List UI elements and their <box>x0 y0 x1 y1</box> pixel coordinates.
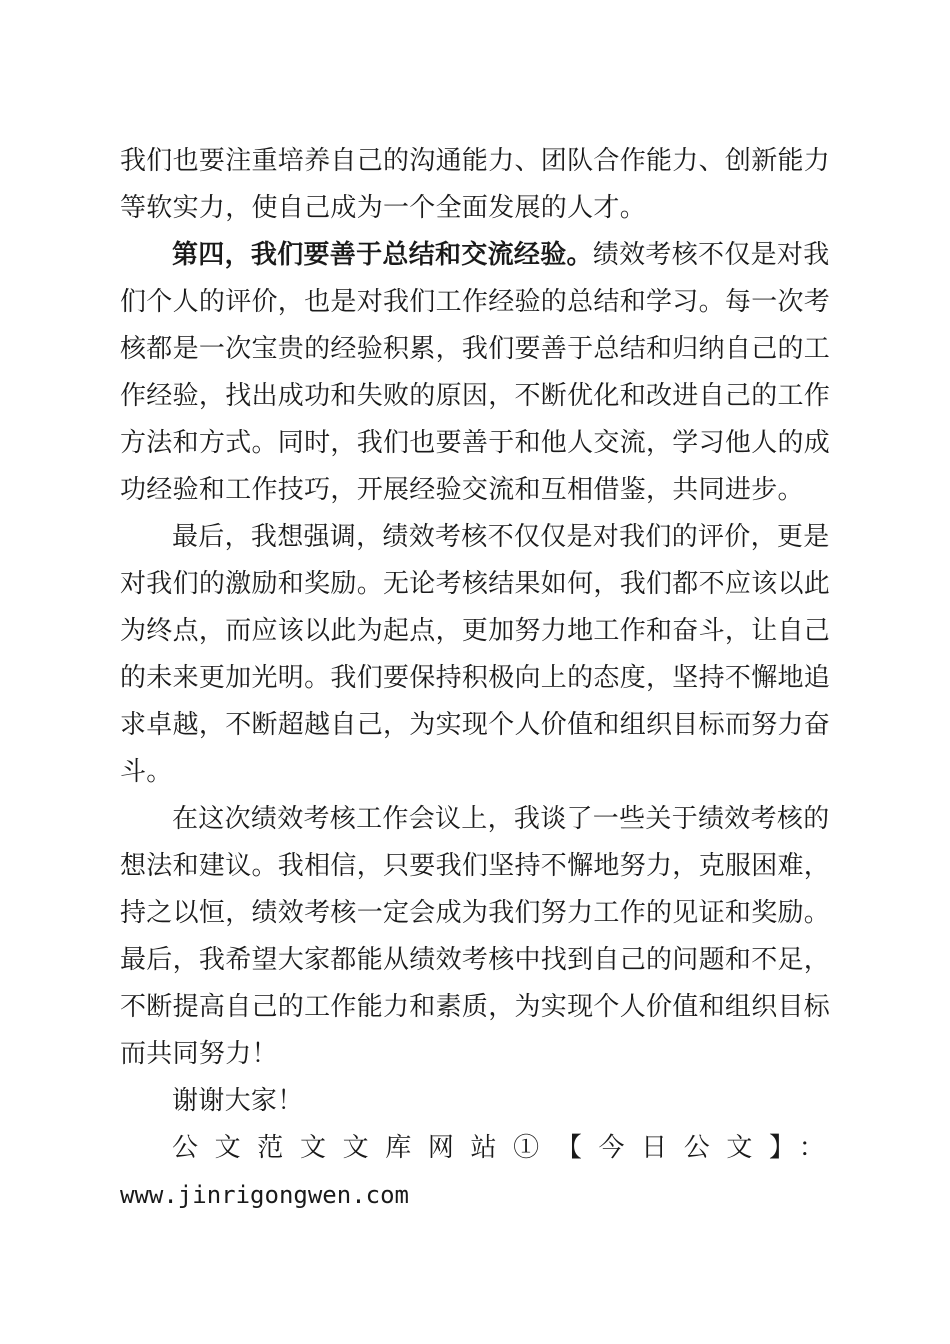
closing-line: 谢谢大家！ <box>172 1086 304 1116</box>
paragraph-line: 求卓越，不断超越自己，为实现个人价值和组织目标而努力奋 <box>120 710 831 740</box>
paragraph-lead-bold: 第四，我们要善于总结和交流经验。 <box>172 240 593 270</box>
paragraph-text: 绩效考核不仅是对我 <box>592 240 830 270</box>
paragraph-line: 核都是一次宝贵的经验积累，我们要善于总结和归纳自己的工 <box>120 334 831 364</box>
paragraph-line: 方法和方式。同时，我们也要善于和他人交流，学习他人的成 <box>120 428 831 458</box>
paragraph-line: 为终点，而应该以此为起点，更加努力地工作和奋斗，让自己 <box>120 616 831 646</box>
footer-label: 公文范文文库网站①【今日公文】： <box>172 1133 825 1163</box>
paragraph-line: 想法和建议。我相信，只要我们坚持不懈地努力，克服困难， <box>120 851 831 881</box>
paragraph-line: 在这次绩效考核工作会议上，我谈了一些关于绩效考核的 <box>172 804 830 834</box>
paragraph-line: 等软实力，使自己成为一个全面发展的人才。 <box>120 193 647 223</box>
paragraph-line: 的未来更加光明。我们要保持积极向上的态度，坚持不懈地追 <box>120 663 831 693</box>
paragraph-line: 们个人的评价，也是对我们工作经验的总结和学习。每一次考 <box>120 287 831 317</box>
paragraph-line <box>172 238 830 272</box>
paragraph-line: 功经验和工作技巧，开展经验交流和互相借鉴，共同进步。 <box>120 475 804 505</box>
paragraph-line: 作经验，找出成功和失败的原因，不断优化和改进自己的工作 <box>120 381 831 411</box>
paragraph-line: 不断提高自己的工作能力和素质，为实现个人价值和组织目标 <box>120 992 831 1022</box>
paragraph-line: 而共同努力！ <box>120 1039 278 1069</box>
paragraph-line: 最后，我希望大家都能从绩效考核中找到自己的问题和不足， <box>120 945 831 975</box>
paragraph-line: 斗。 <box>120 757 173 787</box>
paragraph-line: 持之以恒，绩效考核一定会成为我们努力工作的见证和奖励。 <box>120 898 831 928</box>
footer-url[interactable]: www.jinrigongwen.com <box>120 1181 409 1209</box>
paragraph-line: 我们也要注重培养自己的沟通能力、团队合作能力、创新能力 <box>120 146 831 176</box>
paragraph-line: 对我们的激励和奖励。无论考核结果如何，我们都不应该以此 <box>120 569 831 599</box>
paragraph-line: 最后，我想强调，绩效考核不仅仅是对我们的评价，更是 <box>172 522 830 552</box>
